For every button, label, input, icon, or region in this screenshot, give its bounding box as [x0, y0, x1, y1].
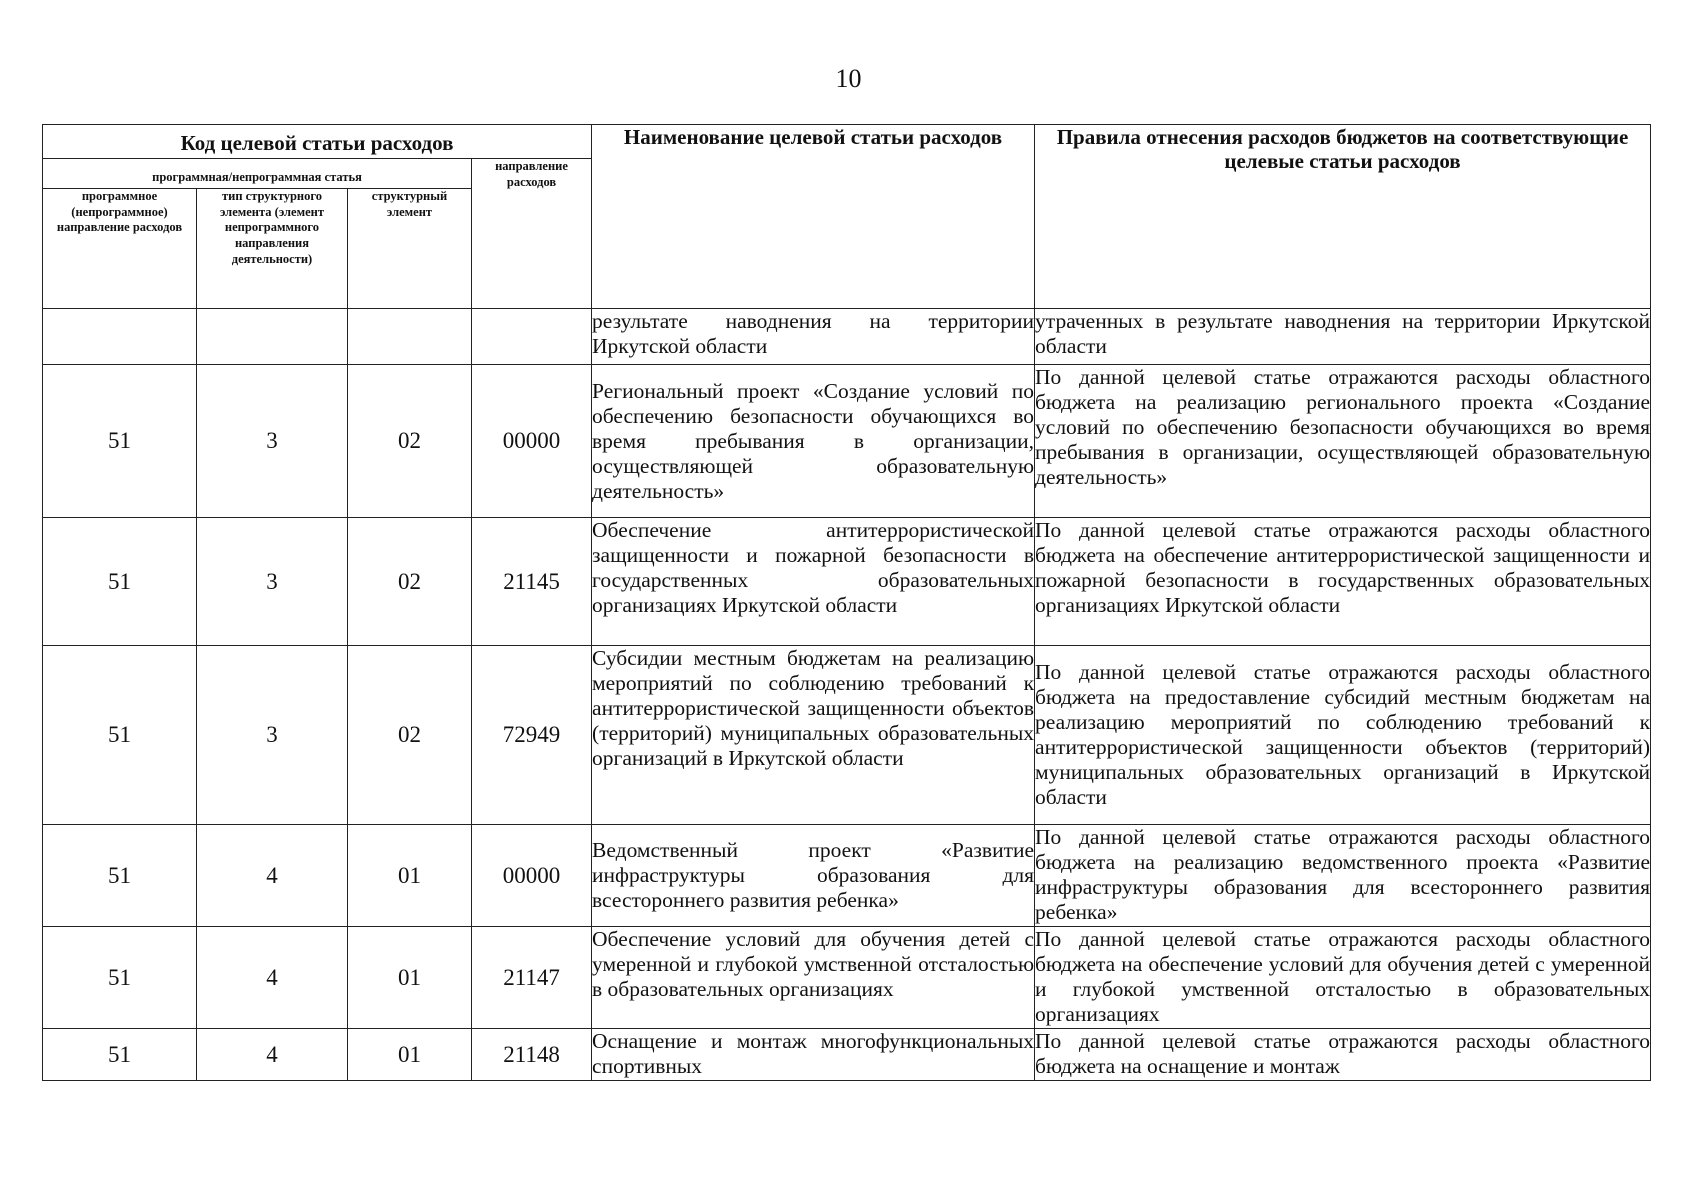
table-row [43, 365, 1651, 518]
cell-direction: 00000 [472, 825, 592, 927]
cell-program: 51 [43, 518, 197, 646]
cell-direction: 72949 [472, 646, 592, 825]
cell-type: 4 [197, 825, 348, 927]
cell-type [197, 309, 348, 365]
cell-program: 51 [43, 1029, 197, 1081]
cell-element: 01 [348, 927, 472, 1029]
cell-rule: По данной целевой статье отражаются расходы областного бюджета на реализацию ведомственного проекта «Развитие инфраструктуры образования для всестороннего развития ребенка» [1035, 825, 1651, 927]
header-name: Наименование целевой статьи расходов [592, 125, 1035, 309]
cell-name: Ведомственный проект «Развитие инфраструктуры образования для всестороннего развития ребенка» [592, 825, 1035, 927]
cell-program: 51 [43, 927, 197, 1029]
cell-rule: По данной целевой статье отражаются расходы областного бюджета на реализацию регионального проекта «Создание условий по обеспечению безопасности обучающихся во время пребывания в организации, осуществляющей образовательную деятельность» [1035, 365, 1651, 518]
table-row [43, 927, 1651, 1029]
cell-direction: 00000 [472, 365, 592, 518]
cell-name: Региональный проект «Создание условий по обеспечению безопасности обучающихся во время пребывания в организации, осуществляющей образовательную деятельность» [592, 365, 1035, 518]
table-row [43, 825, 1651, 927]
table-row [43, 1029, 1651, 1081]
header-direction: направление расходов [472, 159, 592, 309]
cell-name: Субсидии местным бюджетам на реализацию мероприятий по соблюдению требований к антитеррористической защищенности объектов (территорий) муниципальных образовательных организаций в Иркутской области [592, 646, 1035, 825]
cell-rule: По данной целевой статье отражаются расходы областного бюджета на обеспечение условий для обучения детей с умеренной и глубокой умственной отсталостью в образовательных организациях [1035, 927, 1651, 1029]
header-code-group: Код целевой статьи расходов [43, 125, 592, 159]
cell-direction: 21148 [472, 1029, 592, 1081]
cell-element [348, 309, 472, 365]
cell-rule: По данной целевой статье отражаются расходы областного бюджета на предоставление субсидий местным бюджетам на реализацию мероприятий по соблюдению требований к антитеррористической защищенности объектов (территорий) муниципальных образовательных организаций в Иркутской области [1035, 646, 1651, 825]
cell-rule: По данной целевой статье отражаются расходы областного бюджета на оснащение и монтаж [1035, 1029, 1651, 1081]
cell-direction: 21147 [472, 927, 592, 1029]
cell-program: 51 [43, 825, 197, 927]
table-row [43, 646, 1651, 825]
cell-direction: 21145 [472, 518, 592, 646]
cell-element: 01 [348, 1029, 472, 1081]
cell-rule: утраченных в результате наводнения на территории Иркутской области [1035, 309, 1651, 365]
cell-type: 4 [197, 1029, 348, 1081]
page-number: 10 [835, 64, 862, 93]
cell-element: 02 [348, 646, 472, 825]
cell-name: Оснащение и монтаж многофункциональных спортивных [592, 1029, 1035, 1081]
cell-type: 3 [197, 518, 348, 646]
cell-program [43, 309, 197, 365]
table-row [43, 309, 1651, 365]
cell-name: Обеспечение условий для обучения детей с умеренной и глубокой умственной отсталостью в образовательных организациях [592, 927, 1035, 1029]
cell-element: 01 [348, 825, 472, 927]
cell-rule: По данной целевой статье отражаются расходы областного бюджета на обеспечение антитеррористической защищенности и пожарной безопасности в государственных образовательных организациях Иркутской области [1035, 518, 1651, 646]
header-program-direction: программное (непрограммное) направление расходов [43, 189, 197, 309]
cell-program: 51 [43, 646, 197, 825]
table-row [43, 518, 1651, 646]
cell-type: 3 [197, 646, 348, 825]
cell-program: 51 [43, 365, 197, 518]
header-structural-element: структурный элемент [348, 189, 472, 309]
header-program-group: программная/непрограммная статья [43, 159, 472, 189]
cell-element: 02 [348, 518, 472, 646]
cell-type: 4 [197, 927, 348, 1029]
cell-direction [472, 309, 592, 365]
cell-name: результате наводнения на территории Иркутской области [592, 309, 1035, 365]
cell-type: 3 [197, 365, 348, 518]
header-element-type: тип структурного элемента (элемент непрограммного направления деятельности) [197, 189, 348, 309]
cell-name: Обеспечение антитеррористической защищенности и пожарной безопасности в государственных образовательных организациях Иркутской области [592, 518, 1035, 646]
header-rules: Правила отнесения расходов бюджетов на соответствующие целевые статьи расходов [1035, 125, 1651, 309]
cell-element: 02 [348, 365, 472, 518]
budget-classification-table [42, 124, 1651, 1081]
